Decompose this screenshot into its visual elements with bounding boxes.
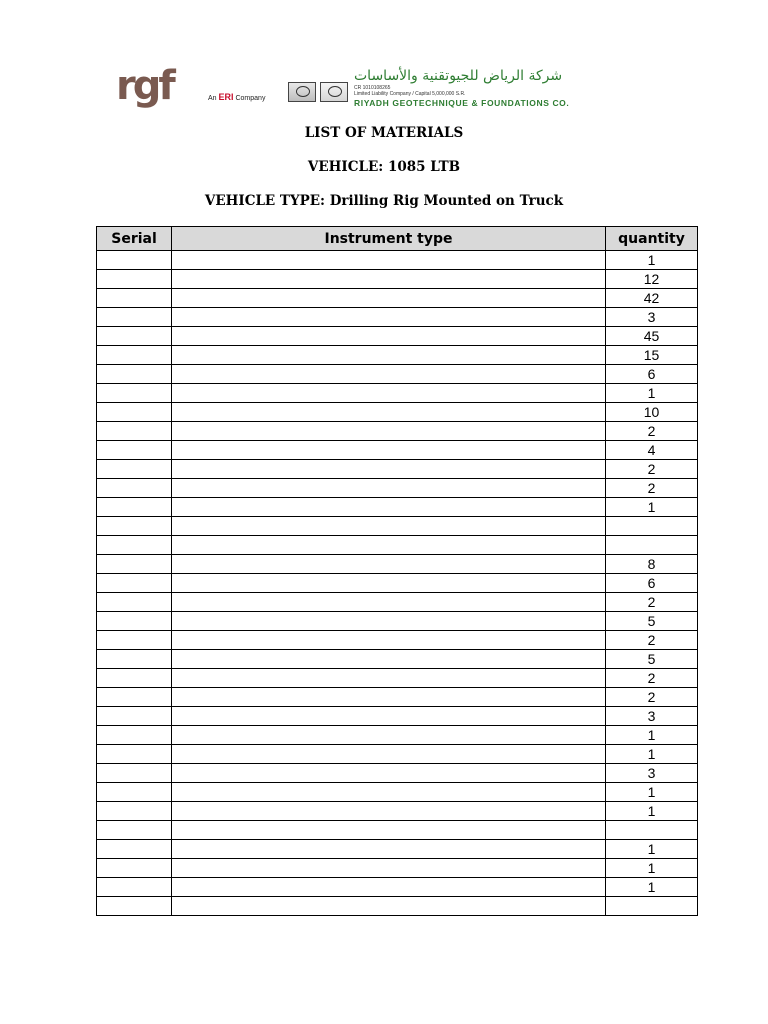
table-row bbox=[97, 403, 698, 422]
quantity-cell: 1 bbox=[606, 783, 698, 802]
document-title: LIST OF MATERIALS bbox=[304, 125, 464, 141]
instrument-type-cell bbox=[172, 726, 606, 745]
serial-cell bbox=[97, 346, 172, 365]
table-row bbox=[97, 650, 698, 669]
table-row bbox=[97, 840, 698, 859]
vehicle-type: VEHICLE TYPE: Drilling Rig Mounted on Truck bbox=[204, 193, 564, 209]
table-row bbox=[97, 498, 698, 517]
quantity-cell: 2 bbox=[606, 631, 698, 650]
serial-cell bbox=[97, 745, 172, 764]
table-row bbox=[97, 384, 698, 403]
serial-cell bbox=[97, 878, 172, 897]
serial-cell bbox=[97, 859, 172, 878]
quantity-cell: 3 bbox=[606, 764, 698, 783]
quantity-cell: 2 bbox=[606, 422, 698, 441]
table-row bbox=[97, 802, 698, 821]
table-row bbox=[97, 878, 698, 897]
quantity-cell: 6 bbox=[606, 574, 698, 593]
serial-cell bbox=[97, 289, 172, 308]
table-header-row bbox=[97, 227, 698, 251]
serial-cell bbox=[97, 650, 172, 669]
serial-cell bbox=[97, 403, 172, 422]
eri-company-tag bbox=[208, 92, 265, 102]
table-row bbox=[97, 327, 698, 346]
serial-cell bbox=[97, 802, 172, 821]
instrument-type-cell bbox=[172, 612, 606, 631]
table-row bbox=[97, 251, 698, 270]
instrument-type-cell bbox=[172, 840, 606, 859]
quantity-cell: 4 bbox=[606, 441, 698, 460]
instrument-type-cell bbox=[172, 783, 606, 802]
rgf-logo: rgf bbox=[116, 63, 173, 109]
table-row bbox=[97, 631, 698, 650]
quantity-cell: 1 bbox=[606, 745, 698, 764]
serial-cell bbox=[97, 726, 172, 745]
certification-seal-icon bbox=[320, 82, 348, 102]
table-row bbox=[97, 270, 698, 289]
serial-cell bbox=[97, 441, 172, 460]
instrument-type-cell bbox=[172, 270, 606, 289]
quantity-cell: 42 bbox=[606, 289, 698, 308]
serial-cell bbox=[97, 460, 172, 479]
serial-cell bbox=[97, 517, 172, 536]
serial-cell bbox=[97, 422, 172, 441]
serial-cell bbox=[97, 631, 172, 650]
instrument-type-cell bbox=[172, 707, 606, 726]
company-name-english: RIYADH GEOTECHNIQUE & FOUNDATIONS CO. bbox=[354, 98, 570, 108]
company-cr-number: CR 1010108265 bbox=[354, 85, 391, 91]
serial-cell bbox=[97, 536, 172, 555]
serial-cell bbox=[97, 498, 172, 517]
instrument-type-cell bbox=[172, 574, 606, 593]
quantity-cell: 1 bbox=[606, 251, 698, 270]
instrument-type-cell bbox=[172, 365, 606, 384]
quantity-cell: 1 bbox=[606, 878, 698, 897]
serial-cell bbox=[97, 821, 172, 840]
table-row bbox=[97, 517, 698, 536]
quantity-cell: 5 bbox=[606, 650, 698, 669]
header-instrument-type: Instrument type bbox=[172, 227, 606, 251]
table-row bbox=[97, 707, 698, 726]
serial-cell bbox=[97, 783, 172, 802]
instrument-type-cell bbox=[172, 251, 606, 270]
table-row bbox=[97, 365, 698, 384]
table-row bbox=[97, 460, 698, 479]
quantity-cell: 3 bbox=[606, 308, 698, 327]
quantity-cell: 10 bbox=[606, 403, 698, 422]
table-row bbox=[97, 479, 698, 498]
instrument-type-cell bbox=[172, 422, 606, 441]
table-row bbox=[97, 669, 698, 688]
certification-badge-icon bbox=[288, 82, 316, 102]
serial-cell bbox=[97, 764, 172, 783]
quantity-cell: 1 bbox=[606, 802, 698, 821]
instrument-type-cell bbox=[172, 859, 606, 878]
instrument-type-cell bbox=[172, 688, 606, 707]
instrument-type-cell bbox=[172, 802, 606, 821]
company-name-arabic: شركة الرياض للجيوتقنية والأساسات bbox=[354, 68, 563, 84]
table-row bbox=[97, 745, 698, 764]
instrument-type-cell bbox=[172, 821, 606, 840]
vehicle-number: VEHICLE: 1085 LTB bbox=[307, 159, 461, 175]
company-registration bbox=[354, 85, 664, 97]
quantity-cell: 1 bbox=[606, 726, 698, 745]
serial-cell bbox=[97, 365, 172, 384]
table-row bbox=[97, 441, 698, 460]
table-row bbox=[97, 555, 698, 574]
quantity-cell: 2 bbox=[606, 460, 698, 479]
quantity-cell: 2 bbox=[606, 479, 698, 498]
quantity-cell bbox=[606, 517, 698, 536]
serial-cell bbox=[97, 669, 172, 688]
instrument-type-cell bbox=[172, 460, 606, 479]
serial-cell bbox=[97, 555, 172, 574]
table-row bbox=[97, 821, 698, 840]
eri-suffix: Company bbox=[235, 95, 266, 102]
instrument-type-cell bbox=[172, 327, 606, 346]
quantity-cell: 2 bbox=[606, 593, 698, 612]
table-row bbox=[97, 574, 698, 593]
quantity-cell: 3 bbox=[606, 707, 698, 726]
serial-cell bbox=[97, 612, 172, 631]
instrument-type-cell bbox=[172, 764, 606, 783]
instrument-type-cell bbox=[172, 498, 606, 517]
serial-cell bbox=[97, 897, 172, 916]
table-row bbox=[97, 346, 698, 365]
eri-logo: ERI bbox=[218, 92, 234, 102]
instrument-type-cell bbox=[172, 308, 606, 327]
instrument-type-cell bbox=[172, 536, 606, 555]
serial-cell bbox=[97, 479, 172, 498]
quantity-cell: 5 bbox=[606, 612, 698, 631]
quantity-cell: 2 bbox=[606, 688, 698, 707]
serial-cell bbox=[97, 840, 172, 859]
serial-cell bbox=[97, 707, 172, 726]
table-body bbox=[97, 251, 698, 916]
quantity-cell: 8 bbox=[606, 555, 698, 574]
instrument-type-cell bbox=[172, 897, 606, 916]
quantity-cell: 45 bbox=[606, 327, 698, 346]
instrument-type-cell bbox=[172, 479, 606, 498]
instrument-type-cell bbox=[172, 384, 606, 403]
serial-cell bbox=[97, 688, 172, 707]
quantity-cell: 1 bbox=[606, 840, 698, 859]
quantity-cell bbox=[606, 536, 698, 555]
instrument-type-cell bbox=[172, 346, 606, 365]
instrument-type-cell bbox=[172, 669, 606, 688]
instrument-type-cell bbox=[172, 593, 606, 612]
header-quantity: quantity bbox=[606, 227, 698, 251]
table-row bbox=[97, 897, 698, 916]
quantity-cell: 1 bbox=[606, 859, 698, 878]
instrument-type-cell bbox=[172, 517, 606, 536]
table-row bbox=[97, 688, 698, 707]
table-row bbox=[97, 612, 698, 631]
table-row bbox=[97, 726, 698, 745]
quantity-cell: 2 bbox=[606, 669, 698, 688]
quantity-cell bbox=[606, 897, 698, 916]
header-serial: Serial bbox=[97, 227, 172, 251]
instrument-type-cell bbox=[172, 650, 606, 669]
table-row bbox=[97, 308, 698, 327]
serial-cell bbox=[97, 574, 172, 593]
quantity-cell bbox=[606, 821, 698, 840]
quantity-cell: 15 bbox=[606, 346, 698, 365]
instrument-type-cell bbox=[172, 289, 606, 308]
serial-cell bbox=[97, 593, 172, 612]
materials-table bbox=[96, 226, 698, 916]
table-row bbox=[97, 289, 698, 308]
table-row bbox=[97, 593, 698, 612]
company-block bbox=[354, 68, 664, 108]
eri-prefix: An bbox=[208, 95, 217, 102]
instrument-type-cell bbox=[172, 403, 606, 422]
instrument-type-cell bbox=[172, 878, 606, 897]
table-row bbox=[97, 764, 698, 783]
instrument-type-cell bbox=[172, 745, 606, 764]
letterhead bbox=[0, 62, 768, 110]
instrument-type-cell bbox=[172, 441, 606, 460]
quantity-cell: 1 bbox=[606, 498, 698, 517]
instrument-type-cell bbox=[172, 631, 606, 650]
quantity-cell: 1 bbox=[606, 384, 698, 403]
table-row bbox=[97, 859, 698, 878]
table-row bbox=[97, 783, 698, 802]
serial-cell bbox=[97, 384, 172, 403]
instrument-type-cell bbox=[172, 555, 606, 574]
serial-cell bbox=[97, 327, 172, 346]
table-row bbox=[97, 536, 698, 555]
table-row bbox=[97, 422, 698, 441]
quantity-cell: 6 bbox=[606, 365, 698, 384]
serial-cell bbox=[97, 308, 172, 327]
company-capital: Limited Liability Company / Capital 5,000,000 S.R. bbox=[354, 91, 466, 97]
quantity-cell: 12 bbox=[606, 270, 698, 289]
serial-cell bbox=[97, 270, 172, 289]
serial-cell bbox=[97, 251, 172, 270]
